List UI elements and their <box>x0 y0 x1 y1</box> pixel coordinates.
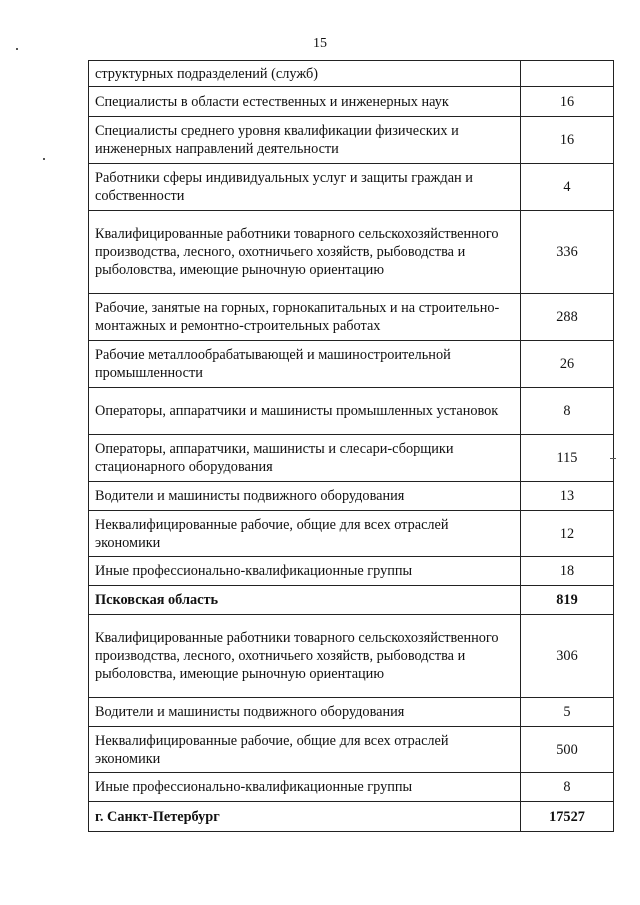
occupation-name-cell: Квалифицированные работники товарного сельскохозяйственного производства, лесного, охотничьего хозяйств, рыбоводства и рыболовства, имеющие рыночную ориентацию <box>89 211 521 294</box>
table-row <box>89 435 614 482</box>
table-body <box>89 61 614 832</box>
table-row <box>89 557 614 586</box>
page-number: 15 <box>313 36 327 51</box>
value-cell: 13 <box>521 482 614 511</box>
occupation-name-cell: Неквалифицированные рабочие, общие для всех отраслей экономики <box>89 727 521 773</box>
table-row <box>89 482 614 511</box>
occupation-name-cell: Операторы, аппаратчики, машинисты и слесари-сборщики стационарного оборудования <box>89 435 521 482</box>
value-cell: 5 <box>521 698 614 727</box>
value-cell: 16 <box>521 117 614 164</box>
occupation-name-cell: Иные профессионально-квалификационные группы <box>89 557 521 586</box>
occupations-table <box>88 60 614 832</box>
table-row <box>89 211 614 294</box>
value-cell: 18 <box>521 557 614 586</box>
table-row <box>89 388 614 435</box>
value-cell: 26 <box>521 341 614 388</box>
value-cell: 12 <box>521 511 614 557</box>
value-cell: 8 <box>521 388 614 435</box>
value-cell: 4 <box>521 164 614 211</box>
value-cell: 16 <box>521 87 614 117</box>
scan-mark <box>610 458 616 459</box>
value-cell: 336 <box>521 211 614 294</box>
occupation-name-cell: Операторы, аппаратчики и машинисты промышленных установок <box>89 388 521 435</box>
occupation-name-cell: Квалифицированные работники товарного сельскохозяйственного производства, лесного, охотничьего хозяйств, рыбоводства и рыболовства, имеющие рыночную ориентацию <box>89 615 521 698</box>
occupation-name-cell: Рабочие, занятые на горных, горнокапитальных и на строительно-монтажных и ремонтно-строительных работах <box>89 294 521 341</box>
value-cell: 288 <box>521 294 614 341</box>
value-cell: 115 <box>521 435 614 482</box>
region-total-cell: 17527 <box>521 802 614 832</box>
scan-mark <box>43 158 45 160</box>
occupation-name-cell: Специалисты среднего уровня квалификации физических и инженерных направлений деятельности <box>89 117 521 164</box>
table-row <box>89 698 614 727</box>
table-row <box>89 802 614 832</box>
occupation-name-cell: Неквалифицированные рабочие, общие для всех отраслей экономики <box>89 511 521 557</box>
occupation-name-cell: структурных подразделений (служб) <box>89 61 521 87</box>
scan-mark <box>16 48 18 50</box>
table-row <box>89 117 614 164</box>
occupation-name-cell: Водители и машинисты подвижного оборудования <box>89 698 521 727</box>
value-cell: 306 <box>521 615 614 698</box>
table-row <box>89 511 614 557</box>
table-row <box>89 87 614 117</box>
region-total-cell: 819 <box>521 586 614 615</box>
table-row <box>89 164 614 211</box>
occupation-name-cell: Рабочие металлообрабатывающей и машиностроительной промышленности <box>89 341 521 388</box>
value-cell: 8 <box>521 773 614 802</box>
table-row <box>89 61 614 87</box>
table-row <box>89 615 614 698</box>
table-row <box>89 727 614 773</box>
table-row <box>89 341 614 388</box>
table-row <box>89 586 614 615</box>
occupation-name-cell: Иные профессионально-квалификационные группы <box>89 773 521 802</box>
table-row <box>89 773 614 802</box>
value-cell: 500 <box>521 727 614 773</box>
occupation-name-cell: Специалисты в области естественных и инженерных наук <box>89 87 521 117</box>
region-name-cell: Псковская область <box>89 586 521 615</box>
value-cell <box>521 61 614 87</box>
table-row <box>89 294 614 341</box>
occupation-name-cell: Водители и машинисты подвижного оборудования <box>89 482 521 511</box>
region-name-cell: г. Санкт-Петербург <box>89 802 521 832</box>
occupation-name-cell: Работники сферы индивидуальных услуг и защиты граждан и собственности <box>89 164 521 211</box>
